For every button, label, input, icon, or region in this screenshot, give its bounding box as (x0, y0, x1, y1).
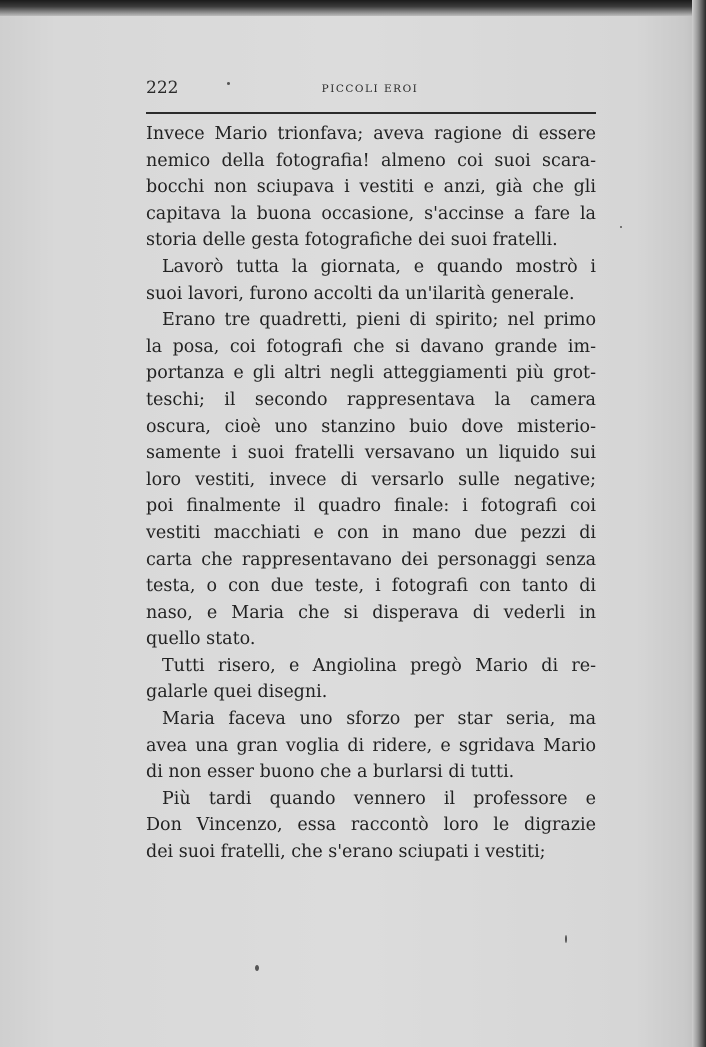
paragraph (146, 307, 596, 653)
text-line: Maria faceva uno sforzo per star seria, ma (162, 709, 596, 730)
text-line: testa, o con due teste, i fotografi con tanto di (146, 576, 596, 597)
text-line: vestiti macchiati e con in mano due pezzi di (146, 522, 596, 543)
scan-top-shadow (0, 0, 706, 16)
text-line: Lavorò tutta la giornata, e quando mostrò i (162, 256, 596, 277)
paper-speck (227, 82, 230, 85)
text-line: Tutti risero, e Angiolina pregò Mario di re- (162, 655, 596, 676)
body-text (146, 121, 596, 866)
paragraph (146, 121, 596, 254)
text-line: Don Vincenzo, essa raccontò loro le digrazie (146, 815, 596, 836)
text-line: di non esser buono che a burlarsi di tutti. (146, 762, 515, 783)
text-line: la posa, coi fotografi che si davano grande im- (146, 336, 596, 357)
page-header (146, 78, 594, 104)
text-line: poi finalmente il quadro finale: i fotografi coi (146, 496, 596, 517)
text-line: carta che rappresentavano dei personaggi senza (146, 549, 596, 570)
text-line: suoi lavori, furono accolti da un'ilarità generale. (146, 283, 575, 304)
text-line: quello stato. (146, 629, 256, 650)
paper-speck (565, 935, 567, 943)
text-line: oscura, cioè uno stanzino buio dove misterio- (146, 416, 596, 437)
text-line: storia delle gesta fotografiche dei suoi fratelli. (146, 230, 558, 251)
header-rule (146, 112, 596, 114)
text-line: avea una gran voglia di ridere, e sgridava Mario (146, 735, 596, 756)
paper-speck (255, 965, 259, 971)
text-line: Invece Mario trionfava; aveva ragione di essere (146, 124, 596, 144)
text-line: samente i suoi fratelli versavano un liquido sui (146, 443, 596, 464)
paragraph (146, 653, 596, 706)
text-line: bocchi non sciupava i vestiti e anzi, già che gli (146, 177, 596, 198)
text-line: portanza e gli altri negli atteggiamenti più grot- (146, 363, 596, 384)
text-line: teschi; il secondo rappresentava la camera (146, 389, 596, 410)
paper-speck (620, 226, 622, 228)
page-right-edge (692, 0, 706, 1047)
text-line: naso, e Maria che si disperava di vederli in (146, 602, 596, 623)
running-title: PICCOLI EROI (321, 83, 419, 95)
text-line: nemico della fotografia! almeno coi suoi scara- (146, 150, 596, 171)
text-line: Erano tre quadretti, pieni di spirito; nel primo (162, 310, 596, 331)
page-number: 222 (146, 78, 179, 98)
text-line: galarle quei disegni. (146, 682, 328, 703)
text-line: loro vestiti, invece di versarlo sulle negative; (146, 469, 596, 490)
text-line: dei suoi fratelli, che s'erano sciupati i vestiti; (146, 842, 546, 863)
paragraph (146, 254, 596, 307)
paragraph (146, 706, 596, 786)
text-line: Più tardi quando vennero il professore e (162, 788, 596, 809)
paragraph (146, 786, 596, 866)
text-line: capitava la buona occasione, s'accinse a fare la (146, 203, 596, 224)
